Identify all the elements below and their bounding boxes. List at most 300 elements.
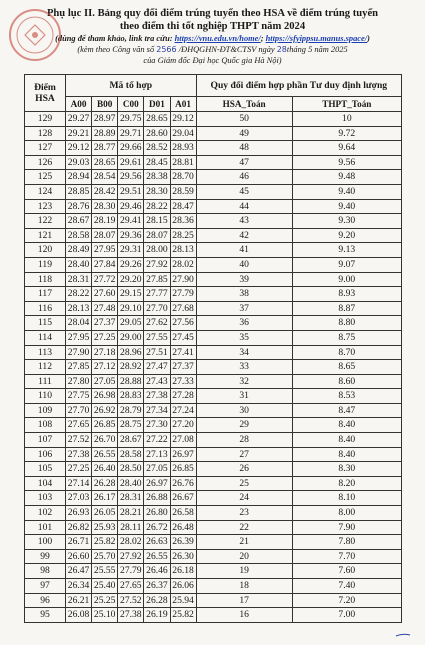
table-cell: 42: [196, 228, 292, 243]
table-cell: 28.40: [118, 476, 144, 491]
table-cell: 112: [25, 360, 66, 375]
table-cell: 27.85: [144, 272, 170, 287]
table-cell: 27.60: [92, 287, 118, 302]
conversion-table: [24, 74, 402, 623]
table-cell: 24: [196, 491, 292, 506]
table-row: [25, 214, 402, 229]
table-cell: 27.52: [66, 433, 92, 448]
table-cell: 30: [196, 403, 292, 418]
table-cell: 48: [196, 141, 292, 156]
table-cell: 27.56: [170, 316, 196, 331]
table-cell: 28.58: [66, 228, 92, 243]
reference-line: [0, 33, 425, 44]
table-row: [25, 272, 402, 287]
table-cell: 107: [25, 433, 66, 448]
table-cell: 28.21: [118, 506, 144, 521]
table-cell: 35: [196, 330, 292, 345]
document-reference-line: [0, 44, 425, 55]
table-cell: 9.07: [292, 257, 401, 272]
table-cell: 28.79: [118, 403, 144, 418]
table-cell: 117: [25, 287, 66, 302]
table-cell: 28.15: [144, 214, 170, 229]
table-cell: 21: [196, 535, 292, 550]
table-cell: 100: [25, 535, 66, 550]
table-cell: 29.12: [170, 112, 196, 127]
table-cell: 27.37: [170, 360, 196, 375]
table-row: [25, 549, 402, 564]
table-cell: 7.00: [292, 608, 401, 623]
table-cell: 103: [25, 491, 66, 506]
table-cell: 28.22: [66, 287, 92, 302]
table-cell: 27.22: [144, 433, 170, 448]
table-cell: 9.40: [292, 199, 401, 214]
table-cell: 111: [25, 374, 66, 389]
table-cell: 29.27: [66, 112, 92, 127]
table-cell: 28.60: [144, 126, 170, 141]
table-cell: 18: [196, 579, 292, 594]
table-cell: 27.08: [170, 433, 196, 448]
table-cell: 27.45: [170, 330, 196, 345]
table-cell: 99: [25, 549, 66, 564]
header-combo-c00: C00: [118, 97, 144, 112]
table-cell: 26.98: [92, 389, 118, 404]
table-cell: 26.46: [144, 564, 170, 579]
table-cell: 46: [196, 170, 292, 185]
table-cell: 34: [196, 345, 292, 360]
table-cell: 7.80: [292, 535, 401, 550]
table-cell: 41: [196, 243, 292, 258]
table-cell: 26.58: [170, 506, 196, 521]
header-thpt-math: THPT_Toán: [292, 97, 401, 112]
table-cell: 27.48: [92, 301, 118, 316]
table-cell: 27.37: [92, 316, 118, 331]
table-row: [25, 374, 402, 389]
table-row: [25, 316, 402, 331]
table-cell: 26.55: [144, 549, 170, 564]
table-cell: 28.54: [92, 170, 118, 185]
table-row: [25, 506, 402, 521]
table-row: [25, 199, 402, 214]
table-cell: 28.75: [118, 418, 144, 433]
table-cell: 102: [25, 506, 66, 521]
table-cell: 28.04: [66, 316, 92, 331]
table-cell: 26.37: [144, 579, 170, 594]
table-cell: 126: [25, 155, 66, 170]
table-cell: 25.55: [92, 564, 118, 579]
table-cell: 28.19: [92, 214, 118, 229]
table-cell: 8.00: [292, 506, 401, 521]
table-cell: 26.71: [66, 535, 92, 550]
table-cell: 106: [25, 447, 66, 462]
reference-separator: ;: [260, 34, 266, 43]
table-row: [25, 112, 402, 127]
table-cell: 28.13: [66, 301, 92, 316]
table-cell: 104: [25, 476, 66, 491]
table-cell: 28.65: [144, 112, 170, 127]
table-cell: 44: [196, 199, 292, 214]
table-cell: 16: [196, 608, 292, 623]
document-header: [0, 0, 425, 66]
table-cell: 9.40: [292, 184, 401, 199]
table-row: [25, 287, 402, 302]
table-cell: 28.85: [66, 184, 92, 199]
table-cell: 28.67: [66, 214, 92, 229]
header-hsa-math: HSA_Toán: [196, 97, 292, 112]
table-cell: 26.63: [144, 535, 170, 550]
table-cell: 25.93: [92, 520, 118, 535]
table-cell: 28.07: [92, 228, 118, 243]
table-cell: 27.90: [170, 272, 196, 287]
table-cell: 26.18: [170, 564, 196, 579]
table-cell: 9.48: [292, 170, 401, 185]
table-cell: 28.94: [66, 170, 92, 185]
table-cell: 26.21: [66, 593, 92, 608]
table-row: [25, 301, 402, 316]
table-cell: 28.00: [144, 243, 170, 258]
table-cell: 29.26: [118, 257, 144, 272]
table-cell: 27.95: [66, 330, 92, 345]
table-cell: 17: [196, 593, 292, 608]
table-row: [25, 418, 402, 433]
table-cell: 27.38: [66, 447, 92, 462]
table-cell: 129: [25, 112, 66, 127]
reference-suffix: ): [367, 34, 370, 43]
table-cell: 26.47: [66, 564, 92, 579]
table-cell: 28.96: [118, 345, 144, 360]
table-cell: 9.30: [292, 214, 401, 229]
table-cell: 25: [196, 476, 292, 491]
table-cell: 27.24: [170, 403, 196, 418]
table-cell: 43: [196, 214, 292, 229]
handwritten-doc-day: 28: [276, 45, 287, 54]
table-cell: 27.80: [66, 374, 92, 389]
table-cell: 40: [196, 257, 292, 272]
table-cell: 28.49: [66, 243, 92, 258]
table-row: [25, 491, 402, 506]
table-row: [25, 155, 402, 170]
table-cell: 26.34: [66, 579, 92, 594]
table-cell: 9.20: [292, 228, 401, 243]
table-cell: 27.65: [118, 579, 144, 594]
table-cell: 33: [196, 360, 292, 375]
table-cell: 108: [25, 418, 66, 433]
table-cell: 26.55: [92, 447, 118, 462]
table-cell: 115: [25, 316, 66, 331]
table-body: [25, 112, 402, 623]
table-cell: 29.21: [66, 126, 92, 141]
table-cell: 36: [196, 316, 292, 331]
table-row: [25, 520, 402, 535]
table-cell: 26.93: [66, 506, 92, 521]
table-row: [25, 608, 402, 623]
table-cell: 27.41: [170, 345, 196, 360]
table-cell: 20: [196, 549, 292, 564]
doc-date-suffix: tháng 5 năm 2025: [286, 45, 348, 54]
table-row: [25, 360, 402, 375]
table-cell: 26.85: [92, 418, 118, 433]
table-cell: 28.59: [170, 184, 196, 199]
table-cell: 26.60: [66, 549, 92, 564]
table-cell: 26.17: [92, 491, 118, 506]
table-cell: 26.30: [170, 549, 196, 564]
table-cell: 28.11: [118, 520, 144, 535]
table-cell: 128: [25, 126, 66, 141]
table-cell: 8.10: [292, 491, 401, 506]
table-cell: 27.38: [118, 608, 144, 623]
red-seal-stamp-icon: [8, 8, 62, 62]
table-cell: 125: [25, 170, 66, 185]
table-cell: 26.72: [144, 520, 170, 535]
table-cell: 8.70: [292, 345, 401, 360]
table-cell: 26: [196, 462, 292, 477]
table-cell: 27.38: [144, 389, 170, 404]
table-cell: 28.02: [170, 257, 196, 272]
table-cell: 22: [196, 520, 292, 535]
table-cell: 10: [292, 112, 401, 127]
header-quota-group: Quy đổi điểm hợp phần Tư duy định lượng: [196, 75, 401, 97]
table-cell: 27.70: [144, 301, 170, 316]
table-row: [25, 593, 402, 608]
header-combo-b00: B00: [92, 97, 118, 112]
table-cell: 28.76: [66, 199, 92, 214]
table-cell: 28.52: [144, 141, 170, 156]
table-cell: 27.34: [144, 403, 170, 418]
table-row: [25, 564, 402, 579]
table-cell: 29.10: [118, 301, 144, 316]
table-cell: 28.50: [118, 462, 144, 477]
handwritten-doc-number: 2566: [156, 45, 177, 54]
table-cell: 27.85: [66, 360, 92, 375]
table-cell: 29.04: [170, 126, 196, 141]
table-cell: 27.25: [92, 330, 118, 345]
table-cell: 26.28: [92, 476, 118, 491]
table-cell: 27.28: [170, 389, 196, 404]
table-cell: 8.87: [292, 301, 401, 316]
title-line-1: Phụ lục II. Bảng quy đổi điểm trúng tuyển theo HSA về điểm trúng tuyển: [46, 8, 379, 19]
table-cell: 7.70: [292, 549, 401, 564]
table-cell: 27.65: [66, 418, 92, 433]
table-cell: 28.22: [144, 199, 170, 214]
table-cell: 26.97: [144, 476, 170, 491]
title-line-2: theo điểm thi tốt nghiệp THPT năm 2024: [119, 21, 306, 32]
table-cell: 29.05: [118, 316, 144, 331]
table-cell: 27.72: [92, 272, 118, 287]
table-cell: 27.33: [170, 374, 196, 389]
table-cell: 26.70: [92, 433, 118, 448]
table-cell: 25.40: [92, 579, 118, 594]
table-cell: 26.08: [66, 608, 92, 623]
table-cell: 27.05: [144, 462, 170, 477]
table-cell: 8.40: [292, 418, 401, 433]
lookup-link[interactable]: https://sfyippsu.manus.space/: [265, 34, 368, 43]
table-cell: 28.40: [66, 257, 92, 272]
table-cell: 9.72: [292, 126, 401, 141]
table-row: [25, 228, 402, 243]
header-combo-a01: A01: [170, 97, 196, 112]
table-cell: 27.25: [66, 462, 92, 477]
table-cell: 26.28: [144, 593, 170, 608]
table-cell: 27.51: [144, 345, 170, 360]
table-cell: 25.25: [92, 593, 118, 608]
table-cell: 28.45: [144, 155, 170, 170]
table-cell: 28.25: [170, 228, 196, 243]
table-cell: 28: [196, 433, 292, 448]
table-cell: 27.90: [66, 345, 92, 360]
table-cell: 26.88: [144, 491, 170, 506]
doc-prefix: (kèm theo Công văn số: [77, 45, 157, 54]
table-cell: 45: [196, 184, 292, 199]
table-row: [25, 535, 402, 550]
table-cell: 29.36: [118, 228, 144, 243]
table-cell: 27.52: [118, 593, 144, 608]
table-row: [25, 433, 402, 448]
table-cell: 27.79: [118, 564, 144, 579]
table-row: [25, 257, 402, 272]
header-combo-a00: A00: [66, 97, 92, 112]
table-cell: 116: [25, 301, 66, 316]
table-cell: 29.12: [66, 141, 92, 156]
table-cell: 28.42: [92, 184, 118, 199]
table-cell: 28.58: [118, 447, 144, 462]
table-cell: 38: [196, 287, 292, 302]
table-cell: 28.67: [118, 433, 144, 448]
table-cell: 27.20: [170, 418, 196, 433]
table-cell: 8.75: [292, 330, 401, 345]
table-cell: 28.30: [144, 184, 170, 199]
table-cell: 8.93: [292, 287, 401, 302]
table-cell: 96: [25, 593, 66, 608]
table-row: [25, 403, 402, 418]
table-cell: 26.06: [170, 579, 196, 594]
table-cell: 37: [196, 301, 292, 316]
table-cell: 26.40: [92, 462, 118, 477]
table-cell: 26.05: [92, 506, 118, 521]
table-row: [25, 345, 402, 360]
doc-code: /ĐHQGHN-ĐT&CTSV ngày: [176, 45, 277, 54]
table-cell: 29.00: [118, 330, 144, 345]
table-row: [25, 389, 402, 404]
table-cell: 27.30: [144, 418, 170, 433]
table-cell: 29.20: [118, 272, 144, 287]
table-cell: 28.36: [170, 214, 196, 229]
table-cell: 25.94: [170, 593, 196, 608]
table-cell: 95: [25, 608, 66, 623]
table-row: [25, 476, 402, 491]
table-cell: 29.41: [118, 214, 144, 229]
table-cell: 27: [196, 447, 292, 462]
table-cell: 26.48: [170, 520, 196, 535]
table-cell: 118: [25, 272, 66, 287]
table-cell: 28.70: [170, 170, 196, 185]
table-cell: 28.38: [144, 170, 170, 185]
table-cell: 8.20: [292, 476, 401, 491]
table-cell: 8.65: [292, 360, 401, 375]
table-row: [25, 447, 402, 462]
table-cell: 32: [196, 374, 292, 389]
table-cell: 26.76: [170, 476, 196, 491]
table-cell: 27.18: [92, 345, 118, 360]
table-cell: 28.89: [92, 126, 118, 141]
table-cell: 28.83: [118, 389, 144, 404]
table-cell: 9.56: [292, 155, 401, 170]
table-cell: 28.13: [170, 243, 196, 258]
table-cell: 28.88: [118, 374, 144, 389]
table-cell: 105: [25, 462, 66, 477]
table-cell: 31: [196, 389, 292, 404]
table-cell: 29.61: [118, 155, 144, 170]
table-cell: 39: [196, 272, 292, 287]
header-hsa-score: Điểm HSA: [25, 75, 66, 112]
table-cell: 27.92: [144, 257, 170, 272]
table-cell: 50: [196, 112, 292, 127]
table-cell: 29.46: [118, 199, 144, 214]
table-cell: 25.82: [170, 608, 196, 623]
table-cell: 27.12: [92, 360, 118, 375]
table-cell: 113: [25, 345, 66, 360]
table-cell: 127: [25, 141, 66, 156]
table-cell: 26.67: [170, 491, 196, 506]
table-cell: 26.97: [170, 447, 196, 462]
table-cell: 29.03: [66, 155, 92, 170]
table-cell: 28.65: [92, 155, 118, 170]
table-cell: 27.43: [144, 374, 170, 389]
table-cell: 29.56: [118, 170, 144, 185]
table-cell: 29.15: [118, 287, 144, 302]
table-cell: 19: [196, 564, 292, 579]
table-cell: 7.90: [292, 520, 401, 535]
table-cell: 121: [25, 228, 66, 243]
table-cell: 25.82: [92, 535, 118, 550]
table-cell: 27.95: [92, 243, 118, 258]
table-cell: 28.30: [92, 199, 118, 214]
table-cell: 28.92: [118, 360, 144, 375]
table-cell: 26.39: [170, 535, 196, 550]
table-cell: 8.40: [292, 433, 401, 448]
table-row: [25, 330, 402, 345]
table-cell: 8.30: [292, 462, 401, 477]
table-cell: 8.40: [292, 447, 401, 462]
table-cell: 27.55: [144, 330, 170, 345]
vnu-link[interactable]: https://vnu.edu.vn/home/: [174, 34, 261, 43]
table-cell: 109: [25, 403, 66, 418]
table-cell: 29.75: [118, 112, 144, 127]
header-combo-d01: D01: [144, 97, 170, 112]
table-cell: 114: [25, 330, 66, 345]
table-cell: 101: [25, 520, 66, 535]
table-cell: 29.31: [118, 243, 144, 258]
table-row: [25, 184, 402, 199]
table-cell: 7.20: [292, 593, 401, 608]
table-cell: 27.68: [170, 301, 196, 316]
table-cell: 29.51: [118, 184, 144, 199]
signer-line: của Giám đốc Đại học Quốc gia Hà Nội): [143, 56, 282, 65]
table-cell: 123: [25, 199, 66, 214]
table-cell: 28.81: [170, 155, 196, 170]
reference-prefix: (dùng để tham khảo, link tra cứu:: [55, 34, 175, 43]
header-combination-group: Mã tổ hợp: [66, 75, 197, 97]
table-cell: 27.84: [92, 257, 118, 272]
table-cell: 27.75: [66, 389, 92, 404]
table-cell: 27.05: [92, 374, 118, 389]
table-cell: 28.97: [92, 112, 118, 127]
table-cell: 119: [25, 257, 66, 272]
table-cell: 27.79: [170, 287, 196, 302]
table-cell: 28.93: [170, 141, 196, 156]
table-cell: 28.31: [118, 491, 144, 506]
table-cell: 26.82: [66, 520, 92, 535]
table-cell: 124: [25, 184, 66, 199]
table-cell: 47: [196, 155, 292, 170]
